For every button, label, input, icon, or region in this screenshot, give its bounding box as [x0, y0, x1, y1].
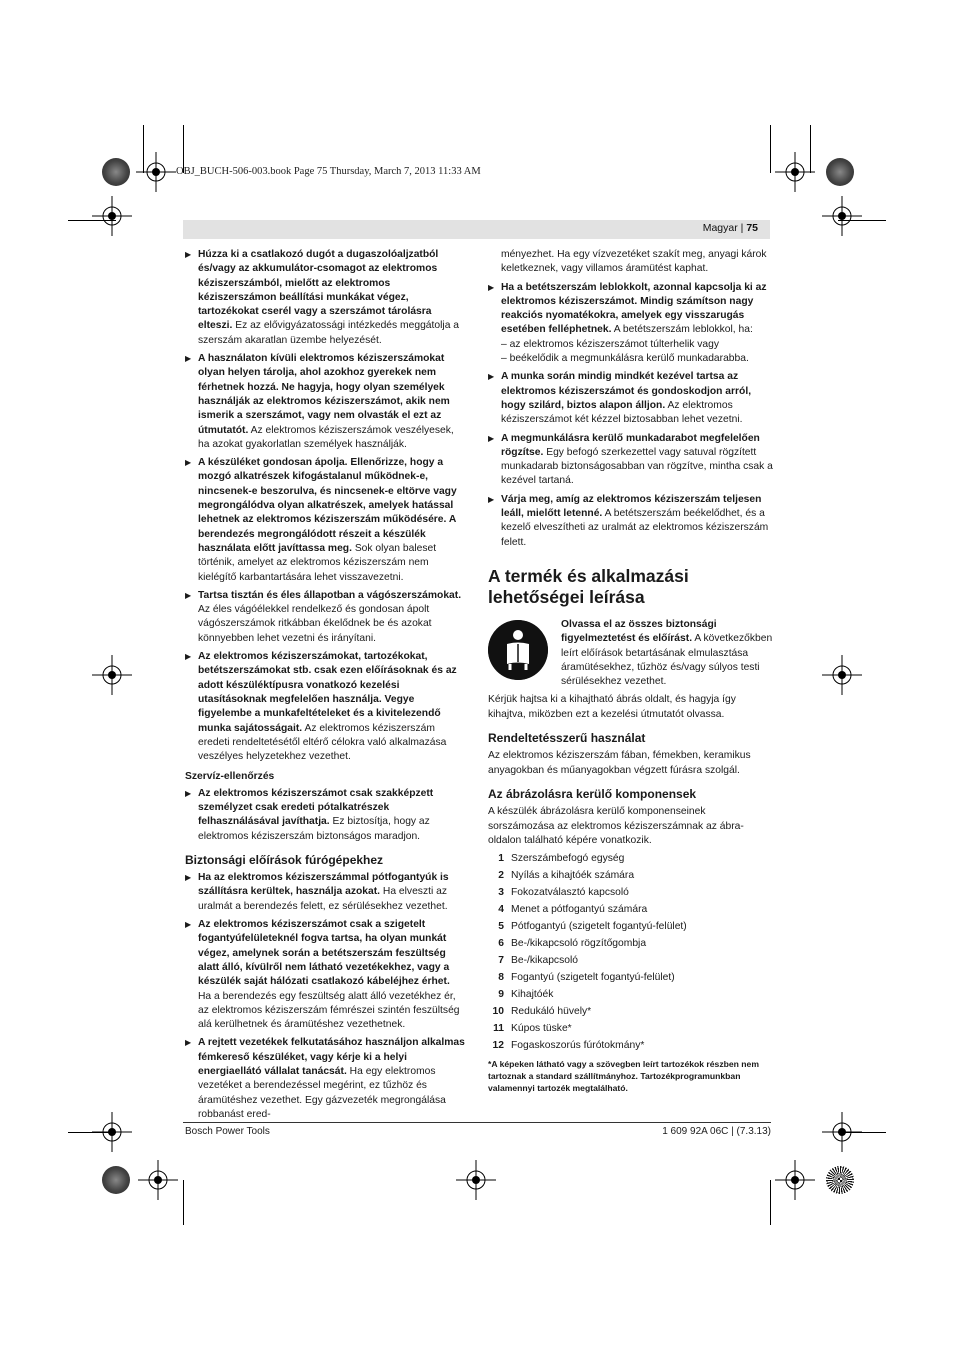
list-item: 3 Fokozatválasztó kapcsoló	[498, 887, 629, 899]
registration-mark-icon	[822, 196, 862, 236]
components-text: A készülék ábrázolásra kerülő komponenseinek sorszámozása az elektromos kéziszerszámnak az ábra-oldalon található képére vonatkozik.	[488, 806, 744, 846]
list-item: 7 Be-/kikapcsoló	[498, 955, 578, 966]
safety-bullet: ▶ Ha az elektromos kéziszerszámmal pótfogantyúk is szállításra kerültek, használja azokat. Ha elveszti az uralmát a berendezés felett, ez sérülésekhez vezethet.	[185, 871, 465, 914]
list-item: 8 Fogantyú (szigetelt fogantyú-felület)	[498, 971, 675, 983]
safety-bullet: ▶ A megmunkálásra kerülő munkadarabot megfelelően rögzítse. Egy befogó szerkezettel vagy satuval rögzített munkadarab biztonságosabban van rögzítve, mintha csak a kezével tartaná.	[488, 432, 773, 489]
section-title: A termék és alkalmazási lehetőségei leírása	[488, 565, 689, 607]
crop-mark	[810, 125, 811, 173]
list-item: 4 Menet a pótfogantyú számára	[498, 904, 648, 916]
registration-mark-icon	[92, 196, 132, 236]
list-item: 11 Kúpos tüske*	[493, 1022, 572, 1034]
crop-mark	[838, 1132, 886, 1133]
read-manual-note: Olvassa el az összes biztonsági figyelmeztetést és előírást. A következőkben leírt előírások betartásának elmulasztása áramütésekhez, tűzhöz és/vagy súlyos testi sérülésekhez vezethet.	[488, 618, 773, 689]
crop-mark	[770, 125, 771, 173]
registration-mark-icon	[822, 655, 862, 695]
print-slug: OBJ_BUCH-506-003.book Page 75 Thursday, March 7, 2013 11:33 AM	[176, 166, 481, 177]
registration-mark-icon	[775, 1160, 815, 1200]
crop-mark	[68, 220, 116, 221]
safety-bullet: ▶ A rejtett vezetékek felkutatásához használjon alkalmas fémkereső készüléket, vagy kérje ki a helyi energiaellátó vállalat tanácsát. Ha egy elektromos vezetéket a berendezéssel megérint, ez tűzhöz és áramütéshez vezethet. Egy gázvezeték megrongálása robbanást ered-	[185, 1036, 465, 1122]
header-language: Magyar	[702, 222, 738, 234]
registration-mark-icon	[456, 1160, 496, 1200]
right-column	[488, 248, 773, 1094]
safety-bullet: ▶ A készüléket gondosan ápolja. Ellenőrizze, hogy a mozgó alkatrészek kifogástalanul működnek-e, nincsenek-e beszorulva, és nincsenek-e eltörve vagy megrongálódva olyan alkatrészek, amelyek hatással lehetnek az elektromos kéziszerszám működésére. A berendezés megrongálódott részeit a készülék használata előtt javíttassa meg. Sok olyan baleset történik, amelyet az elektromos kéziszerszám nem kielégítő karbantartására lehet visszavezetni.	[185, 456, 465, 585]
safety-bullet: ▶ Az elektromos kéziszerszámot csak szakképzett személyzet csak eredeti pótalkatrészek felhasználásával javíthatja. Ez biztosítja, hogy az elektromos kéziszerszám biztonságos maradjon.	[185, 787, 465, 844]
crop-mark	[838, 220, 886, 221]
color-rosette	[826, 1166, 854, 1194]
safety-bullet: ▶ Ha a betétszerszám leblokkolt, azonnal kapcsolja ki az elektromos kéziszerszámot. Mindig számítson nagy reakciós nyomatékokra, amelyek egy visszarugás esetében felléphetnek. A betétszerszám leblokkol, ha: – az elektromos kéziszerszámot túlterhelik vagy – beékelődik a megmunkálásra kerülő munkadarabba.	[488, 281, 773, 367]
safety-bullet: ▶ A munka során mindig mindkét kezével tartsa az elektromos kéziszerszámot és gondoskodjon arról, hogy szilárd, biztos alapon álljon. Az elektromos kéziszerszámot két kézzel biztosabban lehet vezetni.	[488, 370, 773, 427]
list-item: 5 Pótfogantyú (szigetelt fogantyú-felület)	[498, 921, 687, 933]
parts-list	[488, 852, 773, 1053]
footer-doc-number: 1 609 92A 06C | (7.3.13)	[662, 1126, 771, 1137]
list-item: 2 Nyílás a kihajtóék számára	[498, 870, 635, 882]
read-manual-icon	[488, 620, 548, 680]
registration-mark-icon	[136, 152, 176, 192]
registration-mark-icon	[138, 1160, 178, 1200]
service-heading: Szervíz-ellenőrzés	[185, 771, 275, 783]
crop-mark	[183, 1180, 184, 1225]
footer-rule	[183, 1122, 771, 1123]
color-rosette	[102, 158, 130, 186]
intended-use-heading: Rendeltetésszerű használat	[488, 731, 646, 746]
page-number: 75	[746, 222, 758, 234]
crop-mark	[68, 1132, 116, 1133]
safety-bullet: ▶ A használaton kívüli elektromos kéziszerszámokat olyan helyen tárolja, ahol azokhoz gyerekek nem férhetnek hozzá. Ne hagyja, hogy olyan személyek használják az elektromos kéziszerszámot, akik nem ismerik a szerszámot, vagy nem olvasták el ezt az útmutatót. Az elektromos kéziszerszámok veszélyesek, ha azokat gyakorlatlan személyek használják.	[185, 352, 465, 452]
header-separator: |	[740, 222, 744, 234]
safety-bullet: ▶ Az elektromos kéziszerszámot csak a szigetelt fogantyúfelületeknél fogva tartsa, ha olyan munkát végez, amelynek során a betétszerszám feszültség alatt álló, kívülről nem látható vezetékekhez, vagy a készülék saját hálózati csatlakozó kábeléjhez érhet. Ha a berendezés egy feszültség alatt álló vezetékhez ér, az elektromos kéziszerszám fémrészei szintén feszültség alá kerülhetnek és áramütéshez vezethetnek.	[185, 918, 465, 1032]
accessory-footnote: *A képeken látható vagy a szövegben leírt tartozékok részben nem tartoznak a standard szállítmányhoz. Tartozékprogramunkban valamennyi tartozék megtalálható.	[488, 1059, 759, 1094]
fold-note: Kérjük hajtsa ki a kihajtható ábrás oldalt, és hagyja így kihajtva, miközben ezt a kezelési útmutatót olvassa.	[488, 694, 736, 720]
registration-mark-icon	[775, 152, 815, 192]
list-item: 12 Fogaskoszorús fúrótokmány*	[492, 1039, 645, 1051]
list-item: 1 Szerszámbefogó egység	[498, 853, 625, 865]
components-heading: Az ábrázolásra kerülő komponensek	[488, 786, 697, 801]
color-rosette	[102, 1166, 130, 1194]
safety-bullet: ▶ Az elektromos kéziszerszámokat, tartozékokat, betétszerszámokat stb. csak ezen előírásoknak és az adott készüléktípusra vonatkozó kezelési utasításoknak megfelelően használja. Vegye figyelembe a munkafeltételeket és a kivitelezendő munka sajátosságait. Az elektromos kéziszerszám eredeti rendeltetésétől eltérő célokra való alkalmazása veszélyes helyzetekhez vezethet.	[185, 650, 465, 764]
running-header	[703, 222, 758, 234]
safety-bullet: ▶ Tartsa tisztán és éles állapotban a vágószerszámokat. Az éles vágóélekkel rendelkező és gondosan ápolt vágószerszámok ritkábban ékelődnek be és azokat könnyebben lehet vezetni és irányítani.	[185, 589, 465, 646]
list-item: 9 Kihajtóék	[498, 988, 554, 1000]
continuation-text: ményezhet. Ha egy vízvezetéket szakít meg, anyagi károk keletkeznek, vagy villamos áramütést kaphat.	[501, 249, 767, 275]
bullet-subitem: – beékelődik a megmunkálásra kerülő munkadarabba.	[501, 353, 749, 365]
registration-mark-icon	[92, 655, 132, 695]
safety-bullet: ▶ Várja meg, amíg az elektromos kéziszerszám teljesen leáll, mielőtt letenné. A betétszerszám beékelődhet, és a kezelő elveszítheti az uralmát az elektromos kéziszerszám felett.	[488, 493, 773, 550]
drill-safety-heading: Biztonsági előírások fúrógépekhez	[185, 852, 384, 867]
safety-bullet: ▶ Húzza ki a csatlakozó dugót a dugaszolóaljzatból és/vagy az akkumulátor-csomagot az elektromos kéziszerszámból, mielőtt az elektromos kéziszerszámon beállítási munkákat végez, tartozékokat cserél vagy a szerszámot tárolásra elteszi. Ez az elővigyázatossági intézkedés meggátolja a szerszám akaratlan üzembe helyezését.	[185, 248, 465, 348]
list-item: 6 Be-/kikapcsoló rögzítőgombja	[498, 938, 647, 950]
crop-mark	[770, 1180, 771, 1225]
list-item: 10 Redukáló hüvely*	[492, 1005, 592, 1017]
bullet-subitem: – az elektromos kéziszerszámot túlterhelik vagy	[501, 338, 720, 350]
crop-mark	[143, 125, 144, 173]
left-column	[185, 248, 465, 1126]
intended-use-text: Az elektromos kéziszerszám fában, fémekben, keramikus anyagokban és műanyagokban végzett fúrásra szolgál.	[488, 750, 751, 776]
header-bar	[183, 220, 770, 239]
footer-brand: Bosch Power Tools	[185, 1126, 270, 1137]
color-rosette	[826, 158, 854, 186]
